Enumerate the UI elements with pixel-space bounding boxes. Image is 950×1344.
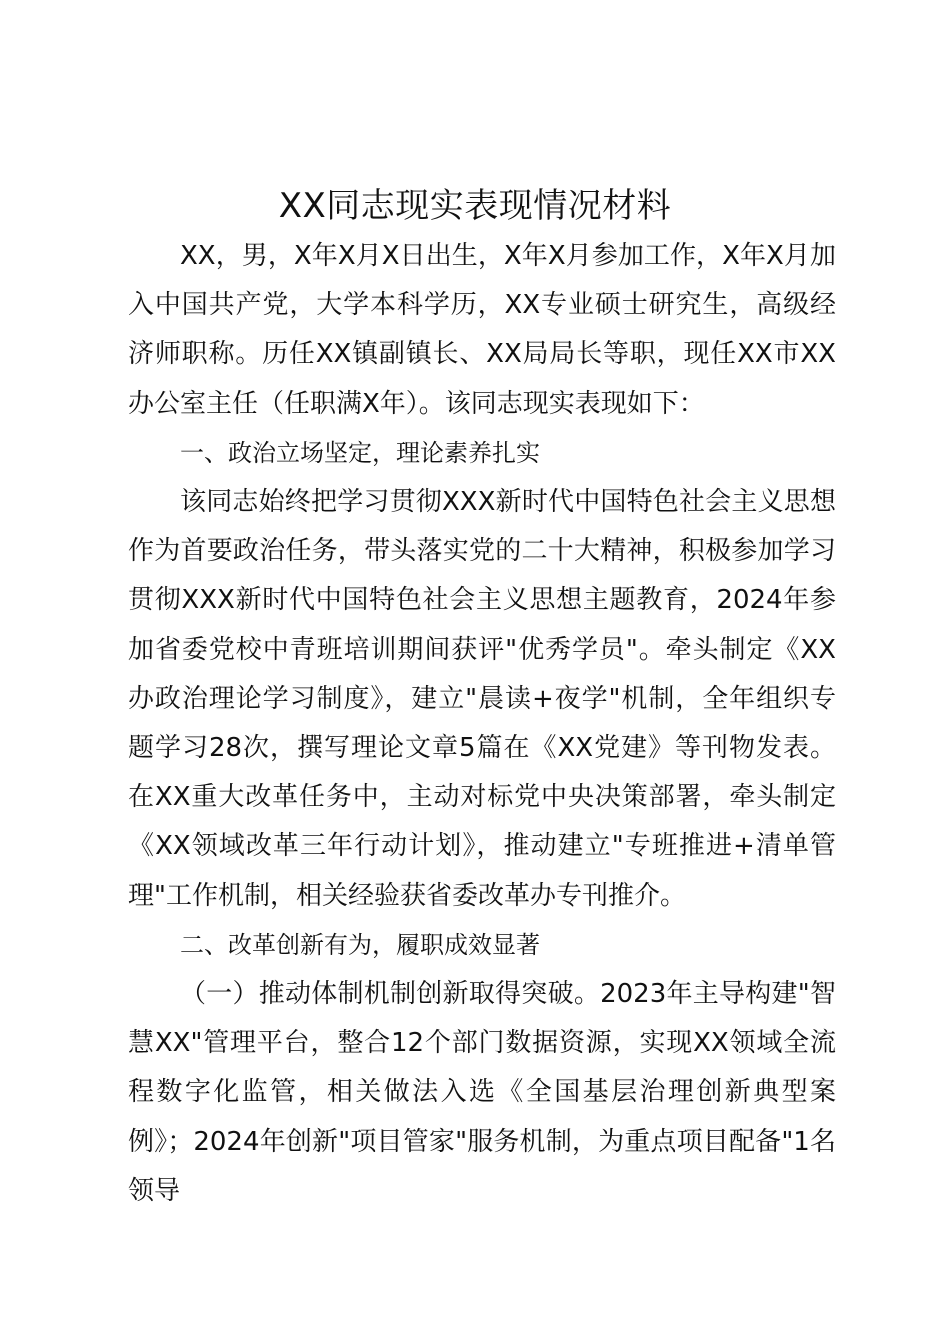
section-1-paragraph: 该同志始终把学习贯彻XXX新时代中国特色社会主义思想作为首要政治任务，带头落实党的二十大精神，积极参加学习贯彻XXX新时代中国特色社会主义思想主题教育，2024年参加省委党校中青班培训期间获评"优秀学员"。牵头制定《XX办政治理论学习制度》，建立"晨读+夜学"机制，全年组织专题学习28次，撰写理论文章5篇在《XX党建》等刊物发表。在XX重大改革任务中，主动对标党中央决策部署，牵头制定《XX领域改革三年行动计划》，推动建立"专班推进+清单管理"工作机制，相关经验获省委改革办专刊推介。: [128, 487, 836, 911]
intro-paragraph: XX，男，X年X月X日出生，X年X月参加工作，X年X月加入中国共产党，大学本科学历，XX专业硕士研究生，高级经济师职称。历任XX镇副镇长、XX局局长等职，现任XX市XX办公室主任（任职满X年）。该同志现实表现如下：: [128, 241, 836, 419]
document-body: [128, 232, 836, 1216]
section-heading-2: 二、改革创新有为，履职成效显著: [180, 930, 540, 959]
section-heading-1: 一、政治立场坚定，理论素养扎实: [180, 438, 540, 467]
section-2-paragraph: （一）推动体制机制创新取得突破。2023年主导构建"智慧XX"管理平台，整合12个部门数据资源，实现XX领域全流程数字化监管，相关做法入选《全国基层治理创新典型案例》；2024年创新"项目管家"服务机制，为重点项目配备"1名领导: [128, 979, 836, 1206]
document-title: XX同志现实表现情况材料: [278, 186, 672, 226]
